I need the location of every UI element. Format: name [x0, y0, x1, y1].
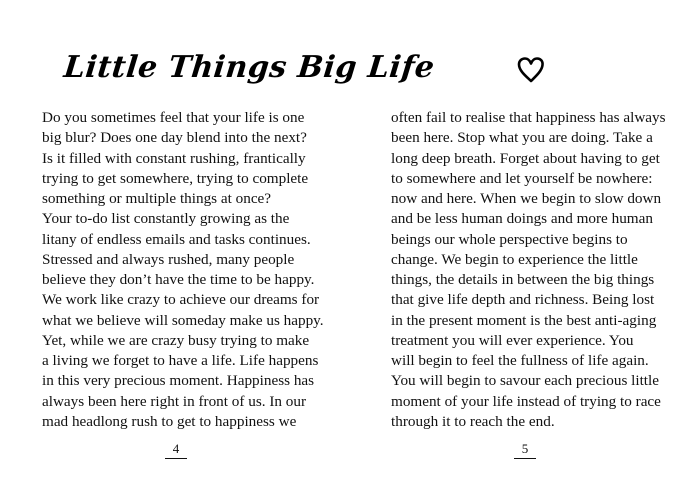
right-page [350, 0, 700, 493]
heart-icon [516, 55, 546, 85]
text-line: Is it filled with constant rushing, frantically [42, 149, 306, 167]
text-line: in the present moment is the best anti-aging [391, 311, 657, 329]
text-line: to somewhere and let yourself be nowhere: [391, 169, 653, 187]
text-line: in this very precious moment. Happiness has [42, 372, 315, 390]
text-line: Do you sometimes feel that your life is one [42, 109, 305, 126]
text-line: litany of endless emails and tasks continues. [42, 230, 311, 248]
text-line: We work like crazy to achieve our dreams for [42, 291, 320, 309]
text-line: Stressed and always rushed, many people [42, 250, 295, 268]
text-line: that give life depth and richness. Being lost [391, 291, 655, 309]
text-line: change. We begin to experience the little [391, 250, 638, 268]
text-line: been here. Stop what you are doing. Take a [391, 129, 653, 147]
text-line: Your to-do list constantly growing as the [42, 210, 290, 228]
page-title: Little Things Big Life [62, 50, 437, 85]
text-line: big blur? Does one day blend into the next? [42, 129, 307, 147]
text-line: will begin to feel the fullness of life again. [391, 352, 649, 369]
text-line: now and here. When we begin to slow down [391, 190, 662, 207]
text-line: You will begin to savour each precious little [391, 372, 659, 390]
text-line: long deep breath. Forget about having to get [391, 149, 660, 167]
text-line: trying to get somewhere, trying to complete [42, 169, 309, 187]
text-line: Yet, while we are crazy busy trying to make [42, 331, 310, 349]
text-line: beings our whole perspective begins to [391, 230, 628, 248]
text-line: and be less human doings and more human [391, 210, 653, 228]
text-line: treatment you will ever experience. You [391, 331, 634, 349]
text-line: something or multiple things at once? [42, 190, 272, 207]
right-body-text [391, 108, 666, 432]
left-body-text [42, 108, 324, 432]
page-number: 4 [165, 441, 187, 459]
text-line: mad headlong rush to get to happiness we [42, 412, 297, 430]
text-line: things, the details in between the big things [391, 271, 655, 288]
text-line: believe they don’t have the time to be happy. [42, 271, 315, 288]
text-line: what we believe will someday make us happy. [42, 311, 324, 329]
text-line: often fail to realise that happiness has always [391, 109, 666, 126]
text-line: through it to reach the end. [391, 412, 555, 430]
text-line: always been here right in front of us. In our [42, 392, 307, 410]
text-line: moment of your life instead of trying to race [391, 392, 661, 410]
text-line: a living we forget to have a life. Life happens [42, 352, 319, 369]
page-number: 5 [514, 441, 536, 459]
